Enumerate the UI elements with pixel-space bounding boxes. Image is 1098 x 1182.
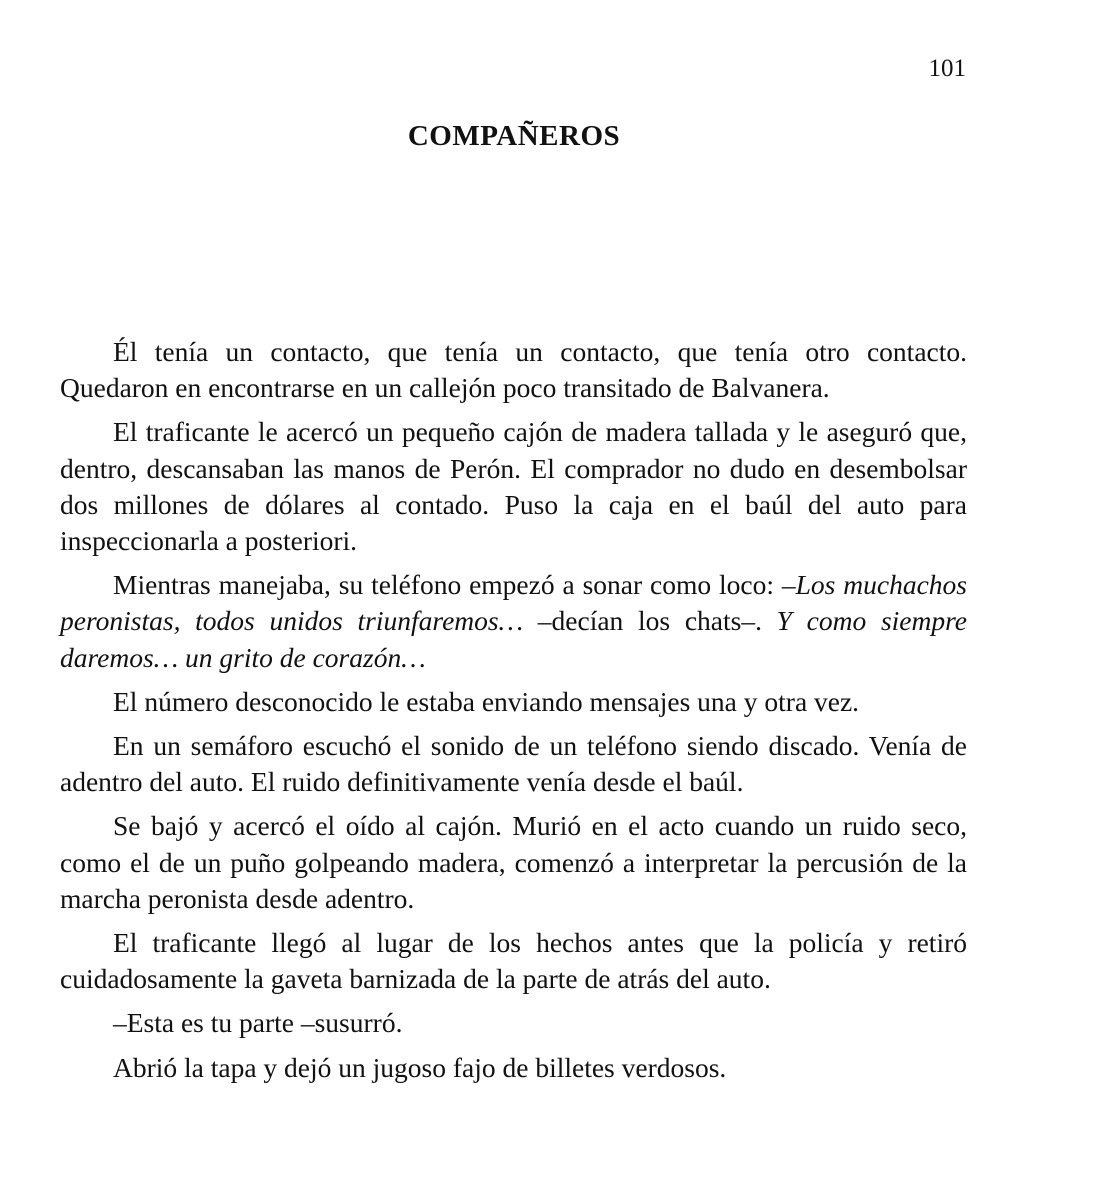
paragraph-6: Se bajó y acercó el oído al cajón. Murió en el acto cuando un ruido seco, como el de un puño golpeando madera, comenzó a interpretar la percusión de la marcha peronista desde adentro. <box>60 810 967 914</box>
paragraph-7: El traficante llegó al lugar de los hechos antes que la policía y retiró cuidadosamente la gaveta barnizada de la parte de atrás del auto. <box>60 927 967 995</box>
paragraph-3-song-lyric-2: Y como siempre daremos… un grito de corazón… <box>60 605 968 673</box>
paragraph-8: –Esta es tu parte –susurró. <box>113 1007 403 1039</box>
chapter-title: COMPAÑEROS <box>407 120 621 152</box>
paragraph-5: En un semáforo escuchó el sonido de un teléfono siendo discado. Venía de adentro del auto. El ruido definitivamente venía desde el baúl. <box>60 730 967 798</box>
paragraph-9: Abrió la tapa y dejó un jugoso fajo de billetes verdosos. <box>113 1051 727 1083</box>
paragraph-2: El traficante le acercó un pequeño cajón de madera tallada y le aseguró que, dentro, descansaban las manos de Perón. El comprador no dudo en desembolsar dos millones de dólares al contado. Puso la caja en el baúl del auto para inspeccionarla a posteriori. <box>60 416 967 557</box>
story-body <box>60 334 967 1086</box>
paragraph-3-part-3: –decían los chats–. <box>523 605 777 637</box>
paragraph-3-part-1: Mientras manejaba, su teléfono empezó a sonar como loco: – <box>113 569 796 601</box>
paragraph-4: El número desconocido le estaba enviando mensajes una y otra vez. <box>113 685 860 717</box>
page-number: 101 <box>928 55 966 82</box>
paragraph-3 <box>60 567 967 676</box>
paragraph-1: Él tenía un contacto, que tenía un contacto, que tenía otro contacto. Quedaron en encontrarse en un callejón poco transitado de Balvanera. <box>60 336 967 404</box>
paragraph-3-song-lyric-1: Los muchachos peronistas, todos unidos triunfaremos… <box>60 569 967 637</box>
